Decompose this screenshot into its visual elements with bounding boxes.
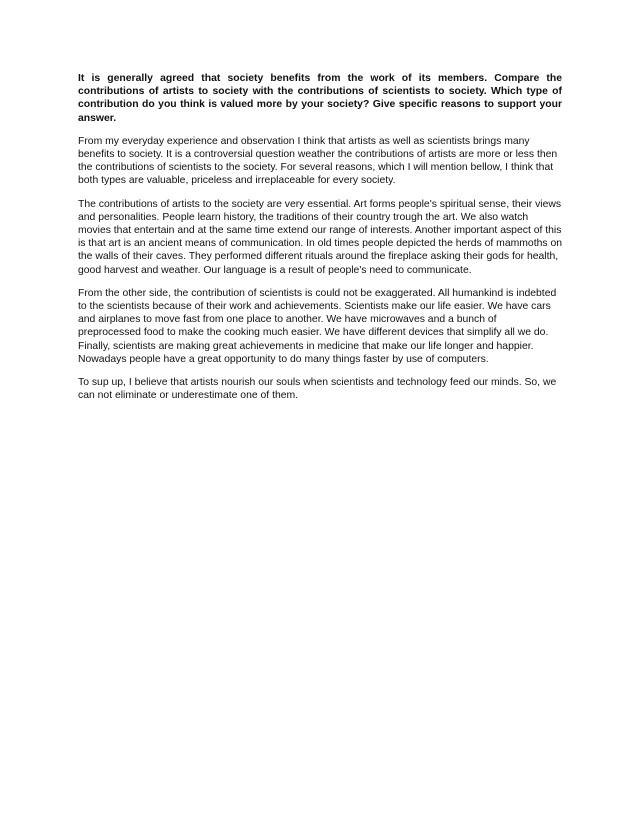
essay-prompt: It is generally agreed that society benefits from the work of its members. Compare the contributions of artists to society with the contributions of scientists to society. Which type of contribution do you think is valued more by your society? Give specific reasons to support your answer.	[78, 73, 562, 124]
essay-paragraph-conclusion: To sup up, I believe that artists nourish our souls when scientists and technology feed our minds. So, we can not eliminate or underestimate one of them.	[78, 377, 557, 402]
essay-paragraph-intro: From my everyday experience and observation I think that artists as well as scientists brings many benefits to society. It is a controversial question weather the contributions of artists are more or less then the contributions of scientists to the society. For several reasons, which I will mention bellow, I think that both types are valuable, priceless and irreplaceable for every society.	[78, 135, 558, 187]
essay-paragraph-scientists: From the other side, the contribution of scientists is could not be exaggerated. All humankind is indebted to the scientists because of their work and achievements. Scientists make our life easier. We have cars and airplanes to move fast from one place to another. We have microwaves and a bunch of preprocessed food to make the cooking much easier. We have different devices that simplify all we do. Finally, scientists are making great achievements in medicine that make our life longer and happier. Nowadays people have a great opportunity to do many things faster by use of computers.	[78, 287, 557, 365]
document-body	[78, 72, 562, 412]
essay-paragraph-artists: The contributions of artists to the society are very essential. Art forms people's spiritual sense, their views and personalities. People learn history, the traditions of their country trough the art. We also watch movies that entertain and at the same time extend our range of interests. Another important aspect of this is that art is an ancient means of communication. In old times people depicted the herds of mammoths on the walls of their caves. They performed different rituals around the fireplace asking their gods for health, good harvest and weather. Our language is a result of people's need to communicate.	[78, 198, 562, 276]
